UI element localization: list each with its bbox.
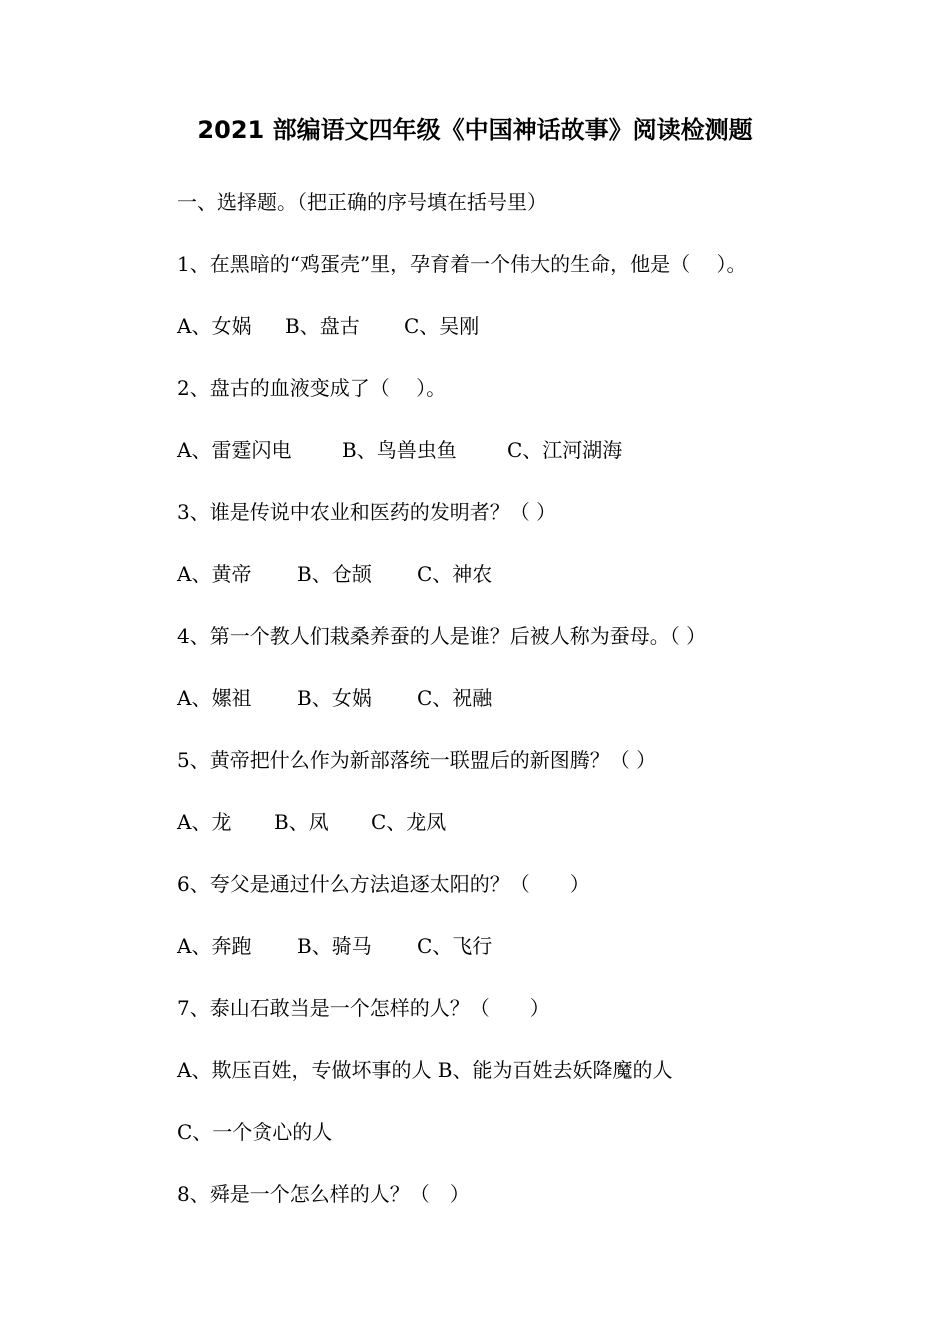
question-2: 2、盘古的血液变成了（ ）。 (177, 376, 447, 400)
question-6-options (177, 929, 917, 991)
question-3: 3、谁是传说中农业和医药的发明者？（ ） (177, 500, 557, 524)
option-b: B、鸟兽虫鱼 (342, 438, 457, 462)
question-5-options (177, 805, 917, 867)
option-a: A、奔跑 (177, 934, 252, 958)
option-c: C、龙凤 (371, 810, 447, 834)
option-c: C、神农 (417, 562, 493, 586)
option-b: B、仓颉 (297, 562, 372, 586)
question-7-options-ab: A、欺压百姓，专做坏事的人 B、能为百姓去妖降魔的人 (177, 1058, 673, 1082)
question-1-options (177, 309, 917, 371)
option-c: C、吴刚 (404, 314, 480, 338)
question-8: 8、舜是一个怎么样的人？（ ） (177, 1182, 470, 1206)
option-b: B、盘古 (285, 314, 360, 338)
question-7: 7、泰山石敢当是一个怎样的人？（ ） (177, 996, 550, 1020)
option-a: A、龙 (177, 810, 232, 834)
question-5: 5、黄帝把什么作为新部落统一联盟后的新图腾？（ ） (177, 748, 657, 772)
option-c: C、飞行 (417, 934, 493, 958)
option-a: A、黄帝 (177, 562, 252, 586)
page-title: 2021 部编语文四年级《中国神话故事》阅读检测题 (197, 116, 753, 144)
option-b: B、女娲 (297, 686, 372, 710)
question-2-options (177, 433, 917, 495)
option-a: A、雷霆闪电 (177, 438, 292, 462)
option-a: A、女娲 (177, 314, 252, 338)
question-6: 6、夸父是通过什么方法追逐太阳的？（ ） (177, 872, 590, 896)
question-4-options (177, 681, 917, 743)
option-c: C、祝融 (417, 686, 493, 710)
option-c: C、江河湖海 (507, 438, 623, 462)
question-4: 4、第一个教人们栽桑养蚕的人是谁？后被人称为蚕母。（ ） (177, 624, 707, 648)
option-b: B、骑马 (297, 934, 372, 958)
question-list (177, 185, 917, 1239)
question-7-option-c: C、一个贪心的人 (177, 1120, 333, 1144)
section-heading: 一、选择题。（把正确的序号填在括号里） (177, 190, 547, 214)
question-3-options (177, 557, 917, 619)
option-a: A、嫘祖 (177, 686, 252, 710)
question-1: 1、在黑暗的“鸡蛋壳”里，孕育着一个伟大的生命，他是（ ）。 (177, 252, 747, 276)
option-b: B、凤 (274, 810, 329, 834)
